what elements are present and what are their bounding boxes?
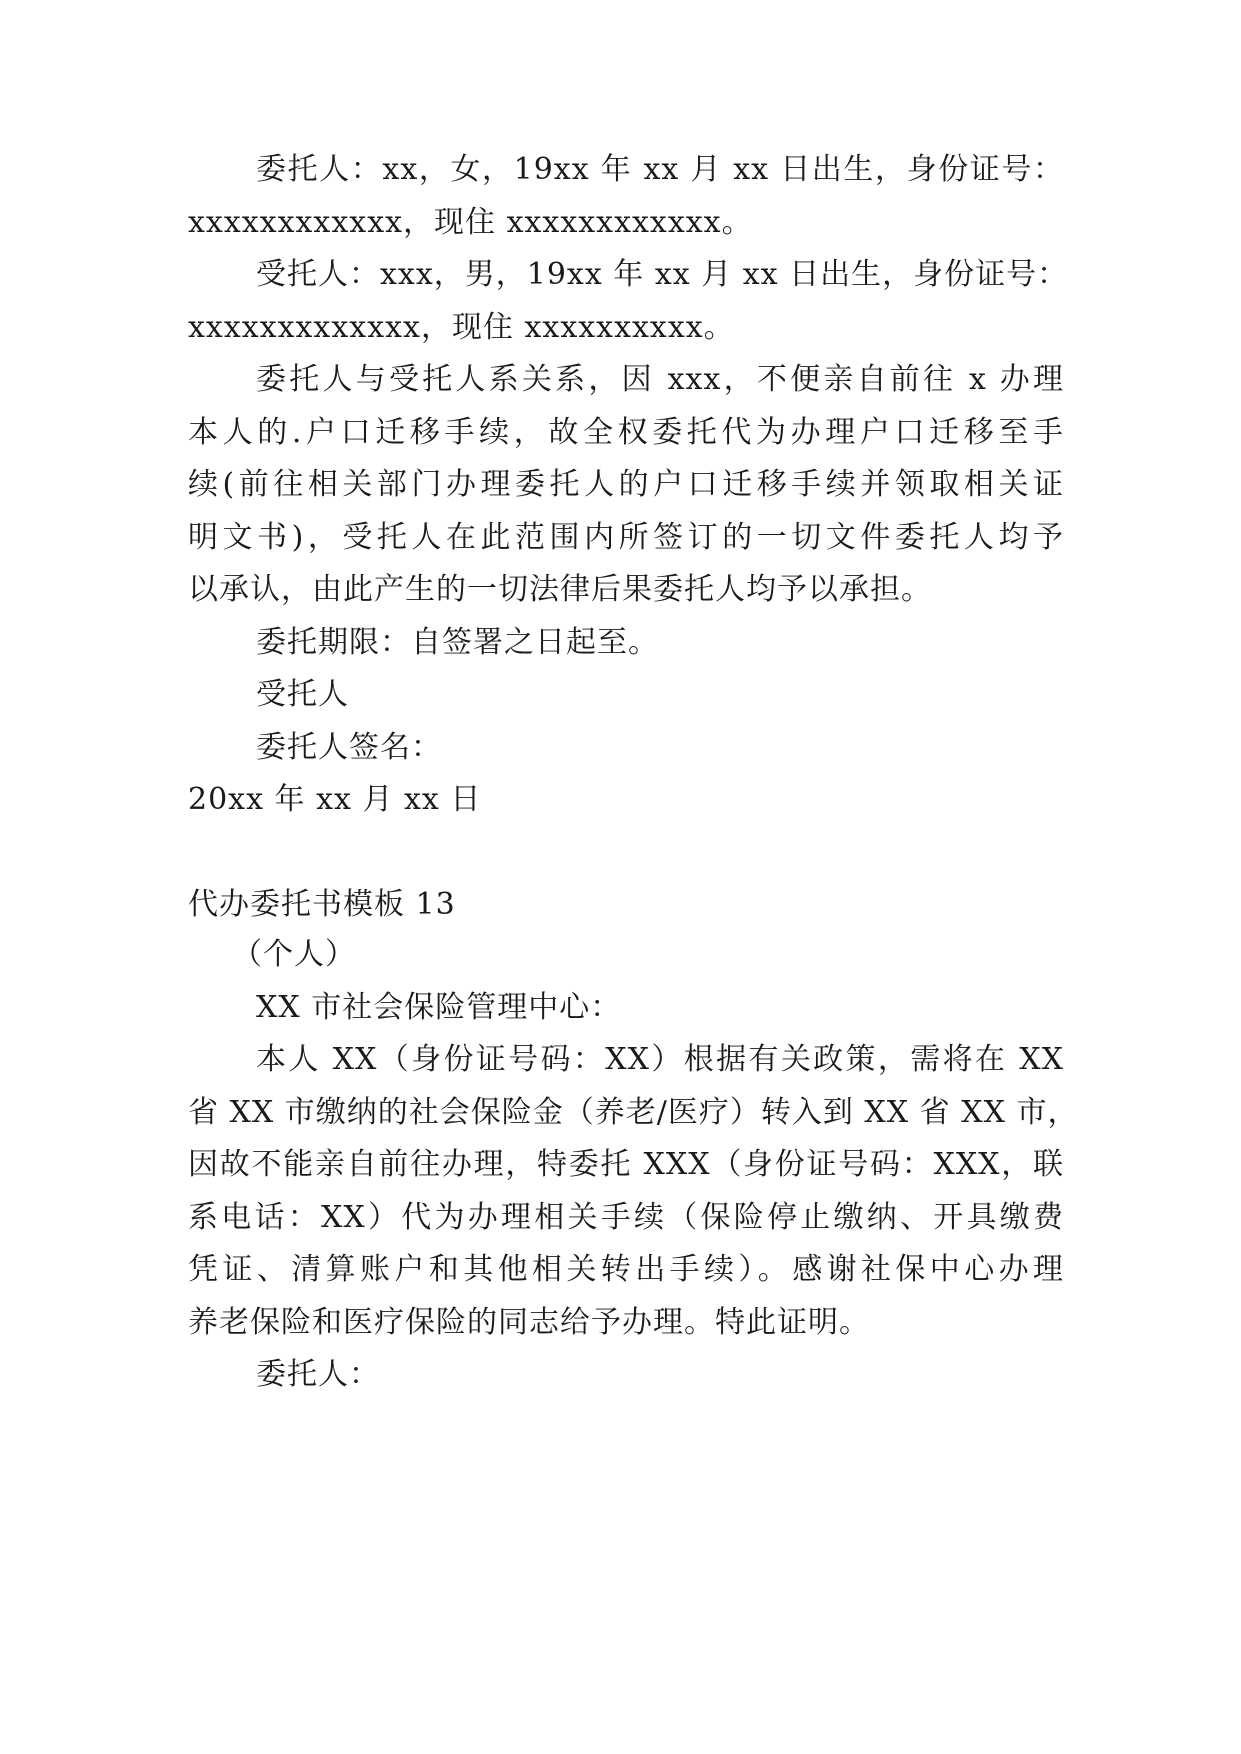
- body-line-1: 委托人与受托人系关系，因 xxx，不便亲自前往 x 办理: [256, 362, 1064, 397]
- recipient-line: XX 市社会保险管理中心：: [256, 990, 622, 1025]
- body-line-3: 续(前往相关部门办理委托人的户口迁移手续并领取相关证: [188, 467, 1064, 502]
- template-title: 代办委托书模板 13: [188, 887, 456, 922]
- request-line-6: 养老保险和医疗保险的同志给予办理。特此证明。: [188, 1305, 870, 1340]
- term-line: 委托期限：自签署之日起至。: [256, 625, 659, 660]
- request-line-5: 凭证、清算账户和其他相关转出手续）。感谢社保中心办理: [188, 1252, 1064, 1287]
- principal-line-1: 委托人：xx，女，19xx 年 xx 月 xx 日出生，身份证号：: [256, 152, 1064, 187]
- principal-signature-label: 委托人：: [256, 1357, 380, 1392]
- agent-line-1: 受托人：xxx，男，19xx 年 xx 月 xx 日出生，身份证号：: [256, 257, 1069, 292]
- date-line: 20xx 年 xx 月 xx 日: [188, 782, 482, 817]
- signature-label: 委托人签名：: [256, 730, 442, 765]
- body-line-2: 本人的.户口迁移手续，故全权委托代为办理户口迁移至手: [188, 415, 1064, 450]
- template-subtitle: （个人）: [232, 937, 356, 972]
- request-line-3: 因故不能亲自前往办理，特委托 XXX（身份证号码：XXX，联: [188, 1147, 1064, 1182]
- request-line-1: 本人 XX（身份证号码：XX）根据有关政策，需将在 XX: [256, 1042, 1064, 1077]
- body-line-5: 以承认，由此产生的一切法律后果委托人均予以承担。: [188, 572, 932, 607]
- agent-label: 受托人: [256, 677, 349, 712]
- body-line-4: 明文书)，受托人在此范围内所签订的一切文件委托人均予: [188, 520, 1064, 555]
- request-line-2: 省 XX 市缴纳的社会保险金（养老/医疗）转入到 XX 省 XX 市，: [188, 1095, 1079, 1130]
- agent-line-2: xxxxxxxxxxxxx，现住 xxxxxxxxxx。: [188, 310, 735, 345]
- principal-line-2: xxxxxxxxxxxx，现住 xxxxxxxxxxxx。: [188, 205, 753, 240]
- request-line-4: 系电话：XX）代为办理相关手续（保险停止缴纳、开具缴费: [188, 1200, 1064, 1235]
